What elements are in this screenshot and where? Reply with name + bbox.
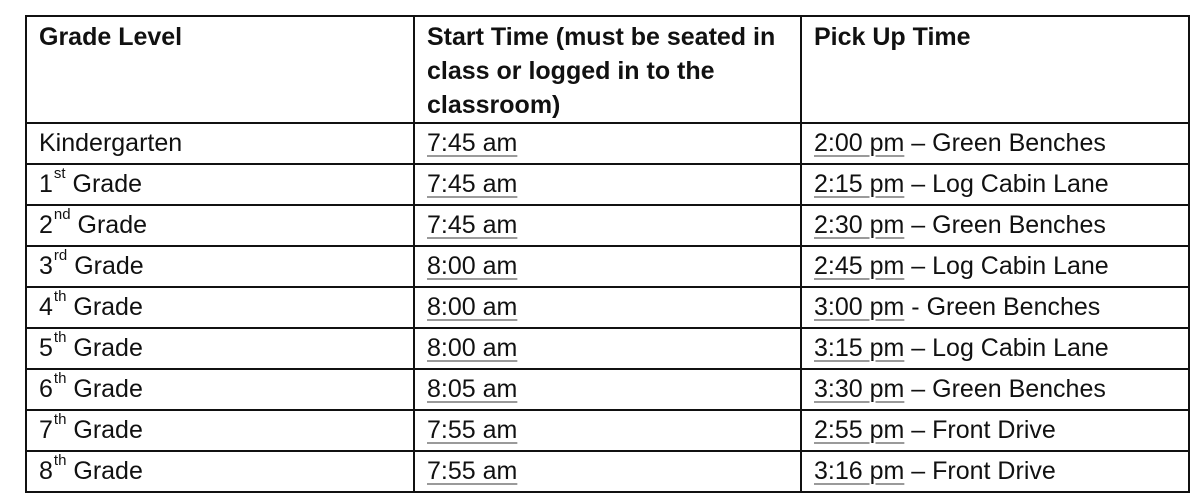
- header-start-time: Start Time (must be seated in class or logged in to the classroom): [414, 16, 801, 123]
- pickup-location: Log Cabin Lane: [932, 334, 1109, 362]
- start-time: 7:45 am: [427, 129, 518, 157]
- header-pickup-time: Pick Up Time: [801, 16, 1189, 123]
- start-time: 8:00 am: [427, 293, 518, 321]
- grade-number: 7: [39, 416, 53, 444]
- pickup-cell: [801, 123, 1189, 164]
- grade-cell: [26, 328, 414, 369]
- pickup-cell: [801, 246, 1189, 287]
- pickup-location: Green Benches: [932, 375, 1106, 403]
- table-row: [26, 246, 1189, 287]
- grade-ordinal-suffix: th: [53, 452, 67, 469]
- grade-ordinal-suffix: th: [53, 288, 67, 305]
- pickup-separator: –: [904, 211, 933, 239]
- grade-cell: [26, 287, 414, 328]
- table-row: [26, 123, 1189, 164]
- grade-word: Grade: [70, 211, 148, 239]
- pickup-separator: –: [904, 170, 933, 198]
- pickup-cell: [801, 205, 1189, 246]
- pickup-separator: –: [904, 129, 933, 157]
- start-time: 8:05 am: [427, 375, 518, 403]
- grade-cell: [26, 205, 414, 246]
- grade-number: 4: [39, 293, 53, 321]
- pickup-cell: [801, 369, 1189, 410]
- schedule-table: [25, 15, 1190, 493]
- grade-word: Grade: [66, 293, 143, 321]
- pickup-location: Green Benches: [926, 293, 1101, 321]
- pickup-separator: –: [904, 457, 933, 485]
- pickup-location: Log Cabin Lane: [932, 170, 1109, 198]
- start-time: 7:45 am: [427, 211, 518, 239]
- pickup-separator: -: [904, 293, 927, 321]
- table-row: [26, 287, 1189, 328]
- pickup-time: 3:15 pm: [814, 334, 905, 362]
- grade-number: 8: [39, 457, 53, 485]
- start-time: 7:55 am: [427, 416, 518, 444]
- grade-number: 6: [39, 375, 53, 403]
- start-time: 7:45 am: [427, 170, 518, 198]
- grade-cell: [26, 246, 414, 287]
- pickup-time: 2:45 pm: [814, 252, 905, 280]
- start-time: 7:55 am: [427, 457, 518, 485]
- grade-word: Grade: [66, 334, 143, 362]
- pickup-separator: –: [904, 375, 933, 403]
- table-row: [26, 451, 1189, 492]
- grade-word: Grade: [65, 170, 143, 198]
- table-row: [26, 164, 1189, 205]
- grade-cell: [26, 123, 414, 164]
- header-row: [26, 16, 1189, 123]
- grade-number: 1: [39, 170, 53, 198]
- grade-word: Grade: [67, 252, 144, 280]
- start-time-cell: [414, 246, 801, 287]
- start-time-cell: [414, 451, 801, 492]
- pickup-cell: [801, 164, 1189, 205]
- grade-word: Grade: [66, 416, 143, 444]
- grade-number: 3: [39, 252, 53, 280]
- start-time: 8:00 am: [427, 334, 518, 362]
- table-row: [26, 328, 1189, 369]
- start-time-cell: [414, 164, 801, 205]
- table-row: [26, 369, 1189, 410]
- grade-word: Grade: [66, 457, 143, 485]
- grade-number: Kindergarten: [39, 129, 183, 157]
- pickup-location: Green Benches: [932, 129, 1106, 157]
- pickup-time: 3:30 pm: [814, 375, 905, 403]
- pickup-time: 2:00 pm: [814, 129, 905, 157]
- start-time-cell: [414, 205, 801, 246]
- pickup-location: Front Drive: [932, 416, 1056, 444]
- grade-cell: [26, 369, 414, 410]
- pickup-separator: –: [904, 334, 933, 362]
- pickup-cell: [801, 410, 1189, 451]
- grade-ordinal-suffix: th: [53, 329, 67, 346]
- pickup-cell: [801, 451, 1189, 492]
- pickup-location: Green Benches: [932, 211, 1106, 239]
- grade-number: 5: [39, 334, 53, 362]
- grade-ordinal-suffix: th: [53, 370, 67, 387]
- grade-cell: [26, 410, 414, 451]
- pickup-time: 3:16 pm: [814, 457, 905, 485]
- pickup-location: Front Drive: [932, 457, 1056, 485]
- grade-number: 2: [39, 211, 53, 239]
- pickup-separator: –: [904, 416, 933, 444]
- pickup-time: 2:55 pm: [814, 416, 905, 444]
- pickup-time: 3:00 pm: [814, 293, 905, 321]
- pickup-separator: –: [904, 252, 933, 280]
- grade-cell: [26, 451, 414, 492]
- start-time-cell: [414, 369, 801, 410]
- pickup-cell: [801, 287, 1189, 328]
- grade-ordinal-suffix: th: [53, 411, 67, 428]
- start-time-cell: [414, 287, 801, 328]
- header-grade-level: Grade Level: [26, 16, 414, 123]
- start-time-cell: [414, 123, 801, 164]
- grade-ordinal-suffix: st: [53, 165, 66, 182]
- start-time-cell: [414, 328, 801, 369]
- grade-ordinal-suffix: nd: [53, 206, 71, 223]
- table-row: [26, 205, 1189, 246]
- start-time-cell: [414, 410, 801, 451]
- table-row: [26, 410, 1189, 451]
- pickup-cell: [801, 328, 1189, 369]
- grade-word: Grade: [66, 375, 143, 403]
- start-time: 8:00 am: [427, 252, 518, 280]
- pickup-time: 2:30 pm: [814, 211, 905, 239]
- grade-ordinal-suffix: rd: [53, 247, 68, 264]
- pickup-location: Log Cabin Lane: [932, 252, 1109, 280]
- pickup-time: 2:15 pm: [814, 170, 905, 198]
- grade-cell: [26, 164, 414, 205]
